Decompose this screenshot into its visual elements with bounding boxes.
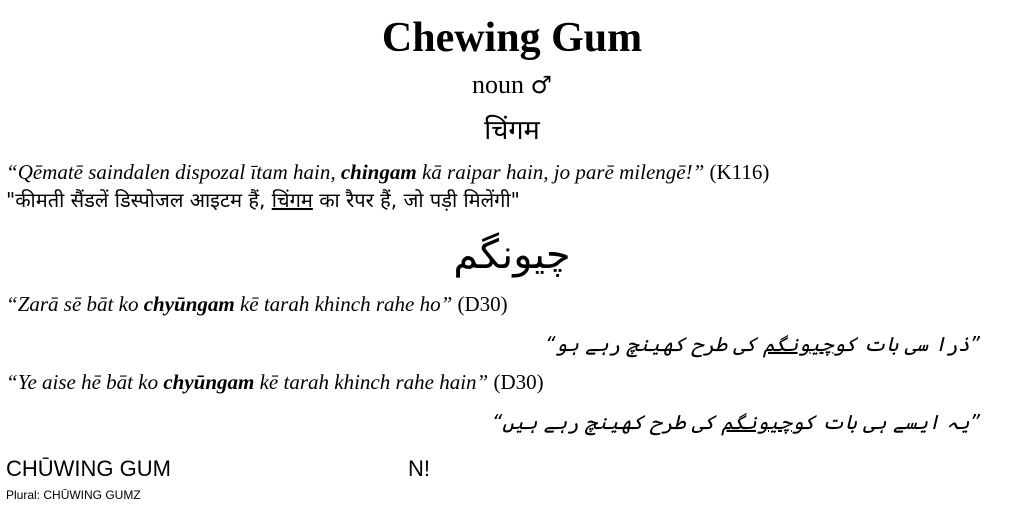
plural-label: Plural: (6, 488, 44, 502)
part-of-speech: noun (471, 70, 524, 99)
script-keyword: چیونگم (763, 332, 834, 356)
script-text: "कीमती सैंडलें डिस्पोजल आइटम हैं, (6, 188, 272, 212)
example-2-romanized (6, 292, 508, 317)
open-quote: “ (6, 370, 18, 394)
part-of-speech-line (0, 70, 1024, 100)
script-text: ”یہ ایسے ہی بات کو (791, 410, 980, 434)
script-text: का रैपर हैं, जो पड़ी मिलेंगी" (312, 188, 520, 212)
example-1-romanized (6, 160, 769, 185)
script-text: ”ذرا سی بات کو (833, 332, 980, 356)
open-quote: “ (6, 160, 18, 184)
pronunciation: CHŪWING GUM (6, 456, 171, 481)
romanized-text: kā raipar hain, jo parē milengē!” (416, 160, 705, 184)
romanized-keyword: chyūngam (163, 370, 255, 394)
plural-pronunciation (6, 488, 141, 502)
example-1-devanagari (6, 186, 520, 213)
romanized-keyword: chingam (340, 160, 417, 184)
script-keyword: چیونگم (721, 410, 792, 434)
romanized-text: Zarā sē bāt ko (17, 292, 144, 316)
script-text: کی طرح کھینچ رہے ہیں“ (491, 410, 722, 434)
example-source: (D30) (493, 370, 544, 394)
romanized-text: kē tarah khinch rahe hain” (254, 370, 489, 394)
example-2-urdu (545, 332, 980, 356)
pronunciation-mark: N! (408, 456, 430, 481)
romanized-text: Qēmatē saindalen dispozal ītam hain, (17, 160, 341, 184)
romanized-text: Ye aise hē bāt ko (17, 370, 164, 394)
script-text: کی طرح کھینچ رہے ہو“ (545, 332, 764, 356)
example-source: (D30) (457, 292, 508, 316)
hindi-headword: चिंगम (484, 115, 540, 146)
urdu-headword: چیونگم (453, 232, 571, 278)
example-3-romanized (6, 370, 544, 395)
example-3-urdu (492, 410, 980, 434)
headword: Chewing Gum (381, 15, 643, 61)
open-quote: “ (6, 292, 18, 316)
masculine-gender-icon: ♂ (530, 71, 552, 99)
script-keyword: चिंगम (271, 188, 313, 212)
plural-value: CHŪWING GUMZ (43, 488, 141, 502)
example-source: (K116) (709, 160, 770, 184)
romanized-text: kē tarah khinch rahe ho” (234, 292, 453, 316)
romanized-keyword: chyūngam (143, 292, 235, 316)
